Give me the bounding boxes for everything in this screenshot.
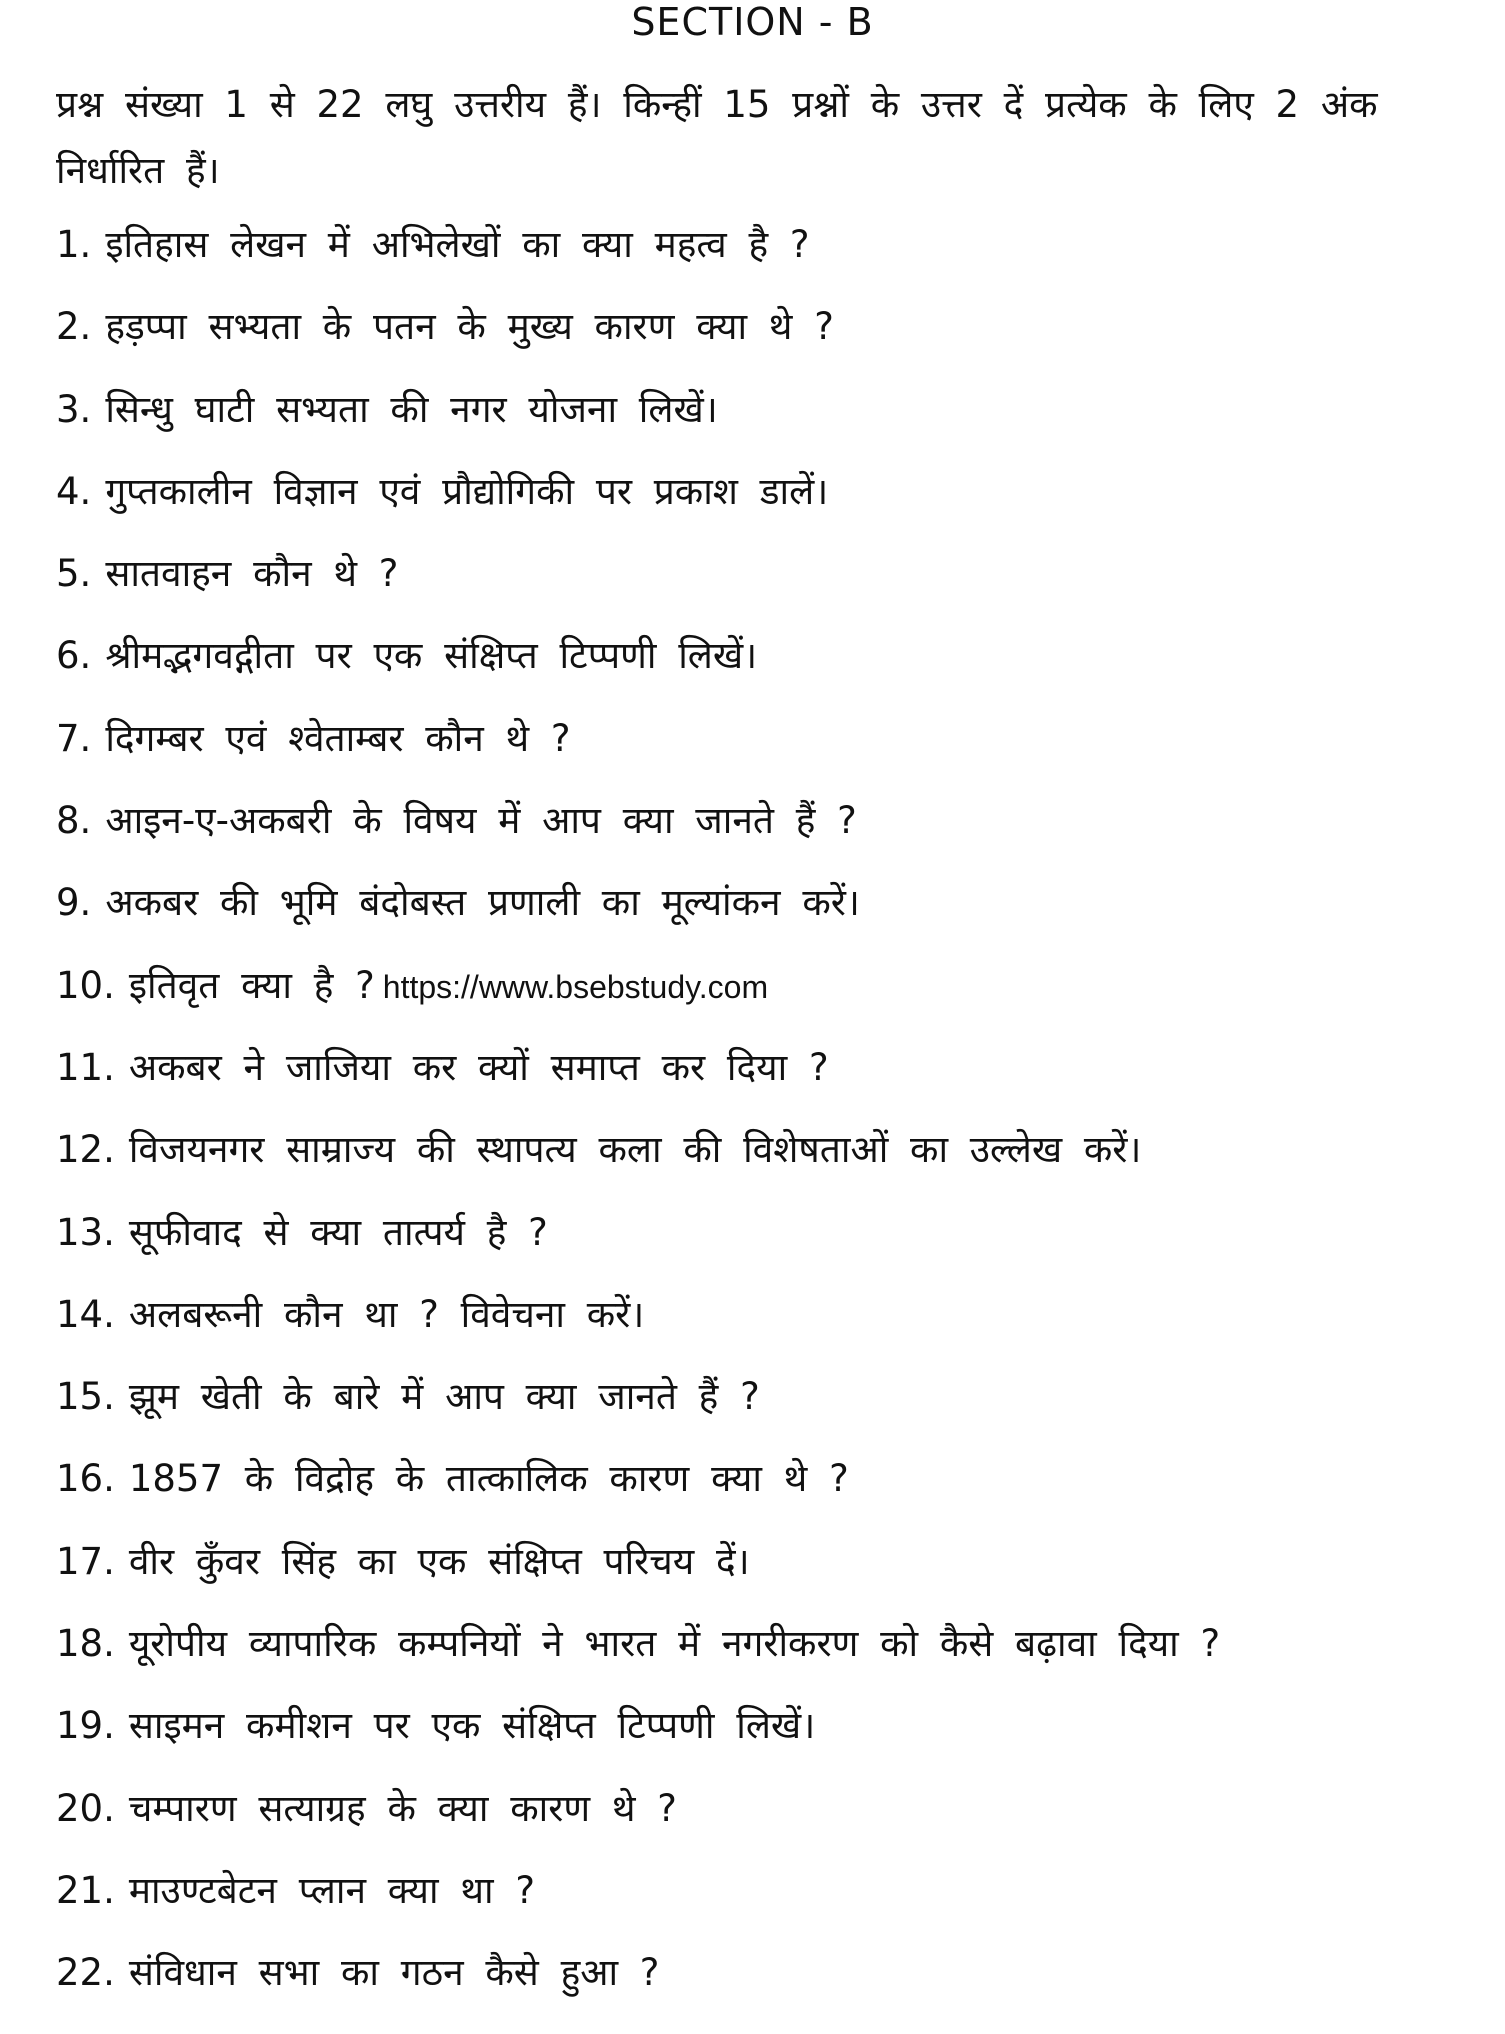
question-item (56, 1364, 1476, 1446)
question-text: अकबर ने जाजिया कर क्यों समाप्त कर दिया ? (128, 1045, 829, 1089)
question-text: आइन-ए-अकबरी के विषय में आप क्या जानते हैं ? (105, 799, 857, 843)
question-item (56, 1200, 1476, 1282)
website-url[interactable]: https://www.bsebstudy.com (382, 968, 769, 1005)
question-item (56, 1858, 1476, 1940)
question-text: श्रीमद्भगवद्गीता पर एक संक्षिप्त टिप्पणी लिखें। (105, 634, 758, 678)
question-number: 9. (56, 881, 92, 925)
question-number: 7. (56, 716, 92, 760)
question-number: 14. (56, 1292, 115, 1336)
question-number: 10. (56, 963, 115, 1007)
question-item (56, 1117, 1476, 1199)
question-text: सूफीवाद से क्या तात्पर्य है ? (128, 1210, 548, 1254)
question-number: 17. (56, 1539, 115, 1583)
question-item (56, 1940, 1476, 2022)
question-number: 2. (56, 305, 92, 349)
question-item (56, 294, 1476, 376)
question-number: 3. (56, 387, 92, 431)
question-item (56, 1776, 1476, 1858)
question-item (56, 870, 1476, 952)
question-item (56, 1693, 1476, 1775)
question-text: इतिवृत क्या है ? (128, 963, 375, 1007)
question-item (56, 953, 1476, 1035)
question-text: विजयनगर साम्राज्य की स्थापत्य कला की विशेषताओं का उल्लेख करें। (128, 1128, 1142, 1172)
question-number: 16. (56, 1457, 115, 1501)
question-item (56, 788, 1476, 870)
question-text: इतिहास लेखन में अभिलेखों का क्या महत्व है ? (105, 223, 810, 266)
question-text: माउण्टबेटन प्लान क्या था ? (128, 1868, 535, 1912)
question-number: 1. (56, 223, 92, 266)
question-text: हड़प्पा सभ्यता के पतन के मुख्य कारण क्या थे ? (105, 305, 834, 349)
question-item (56, 1529, 1476, 1611)
question-item (56, 377, 1476, 459)
question-number: 4. (56, 469, 92, 513)
question-number: 21. (56, 1868, 115, 1912)
question-number: 20. (56, 1786, 115, 1830)
question-text: अलबरूनी कौन था ? विवेचना करें। (128, 1292, 645, 1336)
question-text: वीर कुँवर सिंह का एक संक्षिप्त परिचय दें। (128, 1539, 750, 1583)
question-item (56, 1611, 1476, 1693)
question-list (56, 212, 1476, 2023)
question-text: 1857 के विद्रोह के तात्कालिक कारण क्या थे ? (128, 1457, 849, 1501)
question-item (56, 1282, 1476, 1364)
question-number: 18. (56, 1622, 115, 1666)
section-title: SECTION - B (631, 0, 874, 44)
section-instructions: प्रश्न संख्या 1 से 22 लघु उत्तरीय हैं। किन्हीं 15 प्रश्नों के उत्तर दें प्रत्येक के लिए 2 अंक निर्धारित हैं। (56, 83, 1378, 192)
question-item (56, 459, 1476, 541)
question-text: यूरोपीय व्यापारिक कम्पनियों ने भारत में नगरीकरण को कैसे बढ़ावा दिया ? (128, 1622, 1221, 1666)
question-text: सिन्धु घाटी सभ्यता की नगर योजना लिखें। (105, 387, 718, 431)
question-item (56, 706, 1476, 788)
question-item (56, 1446, 1476, 1528)
question-number: 5. (56, 552, 92, 596)
question-text: गुप्तकालीन विज्ञान एवं प्रौद्योगिकी पर प्रकाश डालें। (105, 469, 829, 513)
question-number: 13. (56, 1210, 115, 1254)
question-text: सातवाहन कौन थे ? (105, 552, 399, 596)
question-text: साइमन कमीशन पर एक संक्षिप्त टिप्पणी लिखें। (128, 1704, 816, 1748)
question-number: 11. (56, 1045, 115, 1089)
question-item (56, 212, 1476, 294)
question-text: चम्पारण सत्याग्रह के क्या कारण थे ? (128, 1786, 677, 1830)
question-text: दिगम्बर एवं श्वेताम्बर कौन थे ? (105, 716, 571, 760)
question-number: 19. (56, 1704, 115, 1748)
question-number: 8. (56, 799, 92, 843)
question-text: संविधान सभा का गठन कैसे हुआ ? (128, 1951, 660, 1995)
question-item (56, 1035, 1476, 1117)
question-number: 6. (56, 634, 92, 678)
question-item (56, 623, 1476, 705)
question-text: अकबर की भूमि बंदोबस्त प्रणाली का मूल्यांकन करें। (105, 881, 860, 925)
question-item (56, 541, 1476, 623)
question-number: 12. (56, 1128, 115, 1172)
question-number: 22. (56, 1951, 115, 1995)
question-number: 15. (56, 1375, 115, 1419)
question-text: झूम खेती के बारे में आप क्या जानते हैं ? (128, 1375, 760, 1419)
